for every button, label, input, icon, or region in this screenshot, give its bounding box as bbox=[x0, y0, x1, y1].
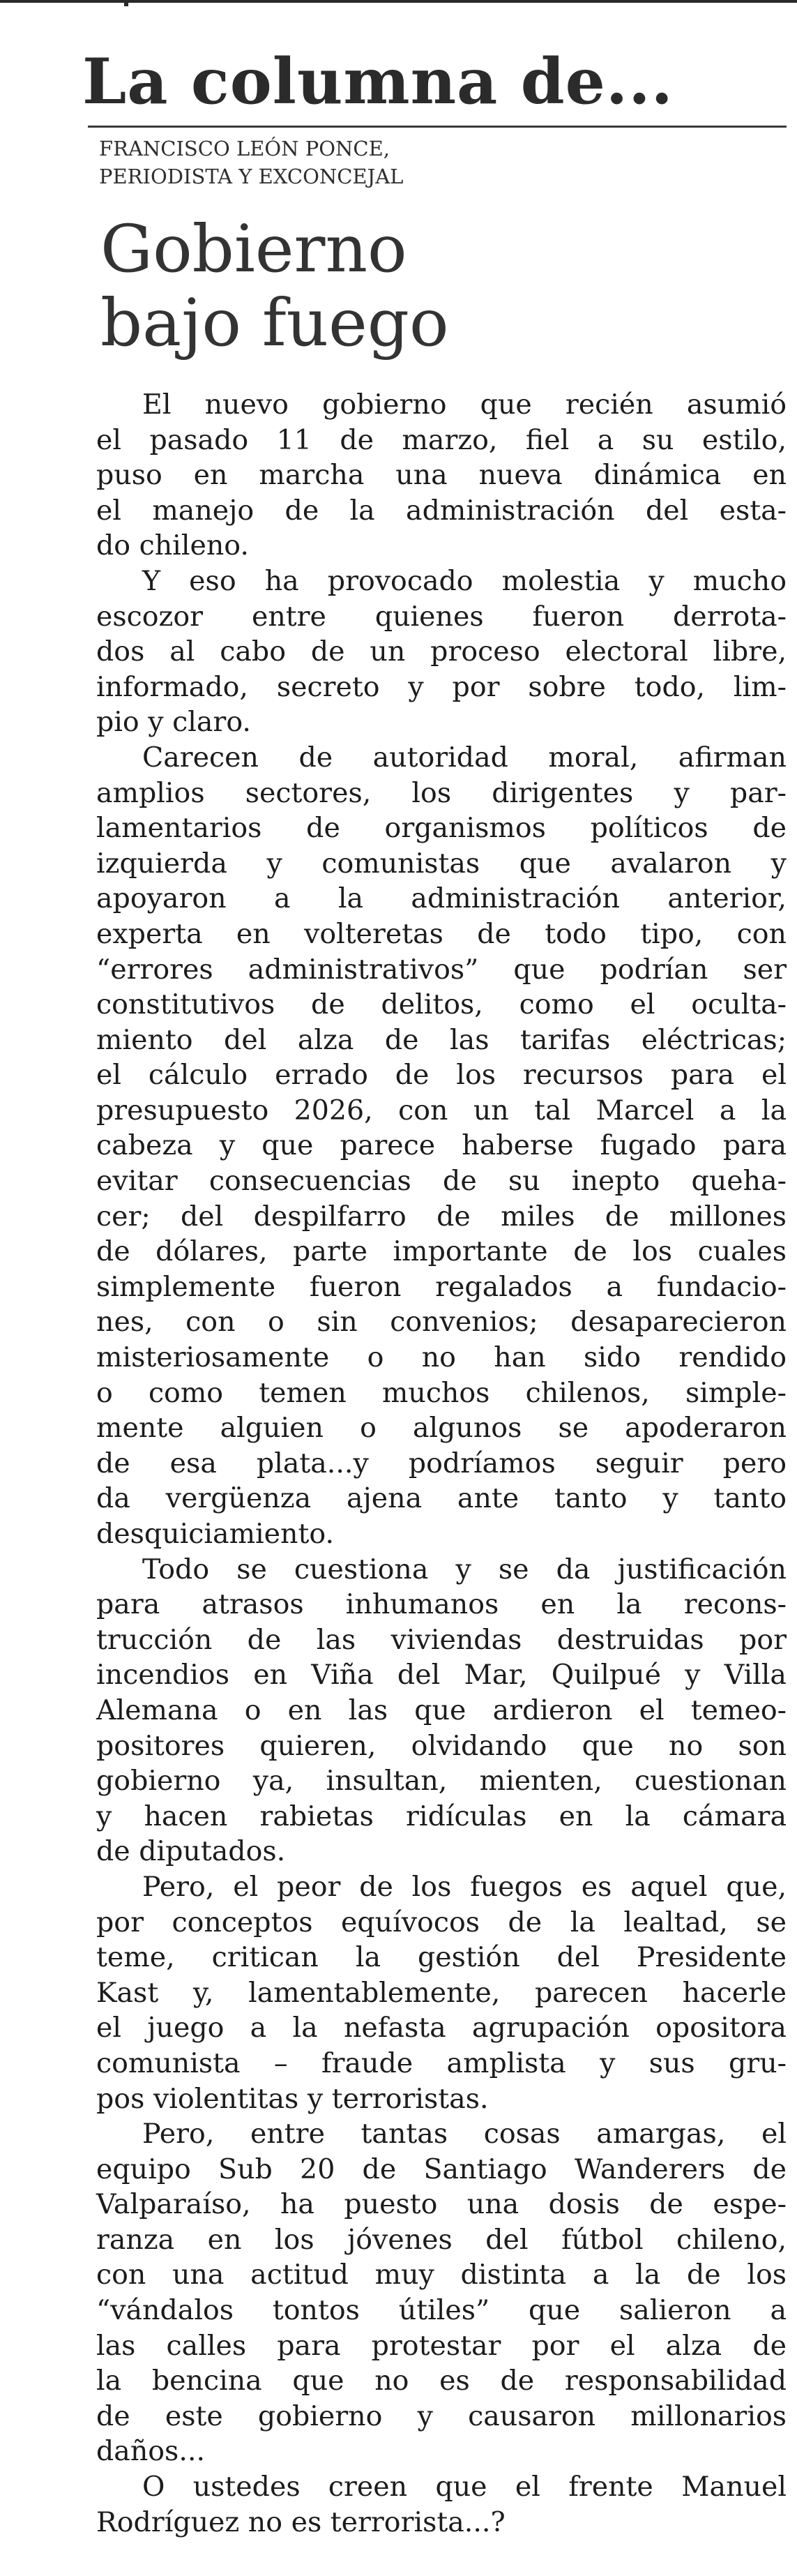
paragraph-line: para atrasos inhumanos en la recons- bbox=[96, 1588, 787, 1621]
paragraph-line: teme, critican la gestión del Presidente bbox=[96, 1941, 787, 1974]
paragraph-line: desquiciamiento. bbox=[96, 1518, 335, 1550]
paragraph-line: el cálculo errado de los recursos para el bbox=[96, 1059, 787, 1092]
article-headline bbox=[100, 213, 449, 361]
paragraph-line: las calles para protestar por el alza de bbox=[96, 2329, 787, 2362]
paragraph-line: pos violentitas y terroristas. bbox=[96, 2082, 489, 2115]
author-byline bbox=[99, 135, 403, 190]
paragraph-line: izquierda y comunistas que avalaron y bbox=[96, 847, 787, 880]
paragraph-line: de esa plata...y podríamos seguir pero bbox=[96, 1447, 787, 1479]
paragraph-line: Rodríguez no es terrorista...? bbox=[96, 2506, 506, 2538]
paragraph-line: de dólares, parte importante de los cuales bbox=[96, 1235, 787, 1268]
paragraph-line: positores quieren, olvidando que no son bbox=[96, 1729, 787, 1762]
paragraph-line: comunista – fraude amplista y sus gru- bbox=[96, 2047, 787, 2079]
paragraph-line: Pero, el peor de los fuegos es aquel que, bbox=[142, 1870, 787, 1903]
paragraph-line: O ustedes creen que el frente Manuel bbox=[142, 2471, 787, 2503]
paragraph-line: la bencina que no es de responsabilidad bbox=[96, 2365, 787, 2397]
article-paragraph bbox=[96, 2116, 787, 2469]
headline-line: Gobierno bbox=[100, 211, 407, 287]
paragraph-line: incendios en Viña del Mar, Quilpué y Villa bbox=[96, 1659, 787, 1692]
paragraph-line: Todo se cuestiona y se da justificación bbox=[142, 1553, 787, 1585]
paragraph-line: de diputados. bbox=[96, 1835, 286, 1868]
article-paragraph bbox=[96, 564, 787, 740]
paragraph-line: El nuevo gobierno que recién asumió bbox=[142, 389, 787, 421]
author-role: PERIODISTA Y EXCONCEJAL bbox=[99, 165, 404, 188]
paragraph-line: presupuesto 2026, con un tal Marcel a la bbox=[96, 1094, 787, 1127]
article-paragraph bbox=[96, 387, 787, 564]
paragraph-line: “vándalos tontos útiles” que salieron a bbox=[96, 2294, 787, 2327]
paragraph-line: gobierno ya, insultan, mienten, cuestionan bbox=[96, 1765, 787, 1798]
paragraph-line: dos al cabo de un proceso electoral libre, bbox=[96, 635, 787, 668]
paragraph-line: pio y claro. bbox=[96, 706, 251, 739]
top-rule bbox=[0, 0, 797, 3]
section-title-rule bbox=[88, 126, 787, 128]
article-paragraph bbox=[96, 740, 787, 1552]
paragraph-line: nes, con o sin convenios; desaparecieron bbox=[96, 1306, 787, 1339]
article-paragraph bbox=[96, 2469, 787, 2540]
paragraph-line: ranza en los jóvenes del fútbol chileno, bbox=[96, 2223, 787, 2256]
paragraph-line: lamentarios de organismos políticos de bbox=[96, 812, 787, 845]
paragraph-line: amplios sectores, los dirigentes y par- bbox=[96, 776, 787, 809]
paragraph-line: el pasado 11 de marzo, fiel a su estilo, bbox=[96, 423, 787, 456]
paragraph-line: mente alguien o algunos se apoderaron bbox=[96, 1412, 787, 1445]
paragraph-line: el manejo de la administración del esta- bbox=[96, 494, 787, 527]
paragraph-line: da vergüenza ajena ante tanto y tanto bbox=[96, 1482, 787, 1515]
paragraph-line: miento del alza de las tarifas eléctricas; bbox=[96, 1023, 787, 1056]
paragraph-line: Valparaíso, ha puesto una dosis de espe- bbox=[96, 2188, 787, 2221]
paragraph-line: Y eso ha provocado molestia y mucho bbox=[142, 564, 787, 597]
paragraph-line: cabeza y que parece haberse fugado para bbox=[96, 1129, 787, 1162]
paragraph-line: puso en marcha una nueva dinámica en bbox=[96, 459, 787, 492]
paragraph-line: equipo Sub 20 de Santiago Wanderers de bbox=[96, 2153, 787, 2185]
paragraph-line: Carecen de autoridad moral, afirman bbox=[142, 741, 787, 774]
article-body bbox=[96, 387, 787, 2540]
paragraph-line: misteriosamente o no han sido rendido bbox=[96, 1341, 787, 1374]
paragraph-line: y hacen rabietas ridículas en la cámara bbox=[96, 1800, 787, 1832]
paragraph-line: con una actitud muy distinta a la de los bbox=[96, 2259, 787, 2291]
paragraph-line: “errores administrativos” que podrían ser bbox=[96, 953, 787, 986]
article-paragraph bbox=[96, 1552, 787, 1869]
paragraph-line: constitutivos de delitos, como el oculta- bbox=[96, 988, 787, 1021]
paragraph-line: trucción de las viviendas destruidas por bbox=[96, 1623, 787, 1656]
paragraph-line: do chileno. bbox=[96, 529, 249, 562]
section-title: La columna de... bbox=[82, 45, 674, 119]
paragraph-line: el juego a la nefasta agrupación opositora bbox=[96, 2012, 787, 2044]
paragraph-line: daños... bbox=[96, 2435, 205, 2468]
paragraph-line: por conceptos equívocos de la lealtad, se bbox=[96, 1906, 787, 1938]
paragraph-line: evitar consecuencias de su inepto queha- bbox=[96, 1165, 787, 1198]
paragraph-line: Alemana o en las que ardieron el temeo- bbox=[96, 1694, 787, 1726]
paragraph-line: escozor entre quienes fueron derrota- bbox=[96, 600, 787, 633]
author-name: FRANCISCO LEÓN PONCE, bbox=[99, 137, 390, 160]
paragraph-line: experta en volteretas de todo tipo, con bbox=[96, 917, 787, 950]
paragraph-line: o como temen muchos chilenos, simple- bbox=[96, 1376, 787, 1409]
paragraph-line: cer; del despilfarro de miles de millones bbox=[96, 1200, 787, 1233]
paragraph-line: Kast y, lamentablemente, parecen hacerle bbox=[96, 1976, 787, 2009]
article-paragraph bbox=[96, 1869, 787, 2116]
paragraph-line: informado, secreto y por sobre todo, lim- bbox=[96, 670, 787, 703]
top-page-mark bbox=[124, 0, 128, 6]
paragraph-line: simplemente fueron regalados a fundacio- bbox=[96, 1270, 787, 1303]
paragraph-line: Pero, entre tantas cosas amargas, el bbox=[142, 2118, 787, 2151]
headline-line: bajo fuego bbox=[100, 285, 449, 361]
paragraph-line: de este gobierno y causaron millonarios bbox=[96, 2400, 787, 2432]
paragraph-line: apoyaron a la administración anterior, bbox=[96, 882, 787, 915]
